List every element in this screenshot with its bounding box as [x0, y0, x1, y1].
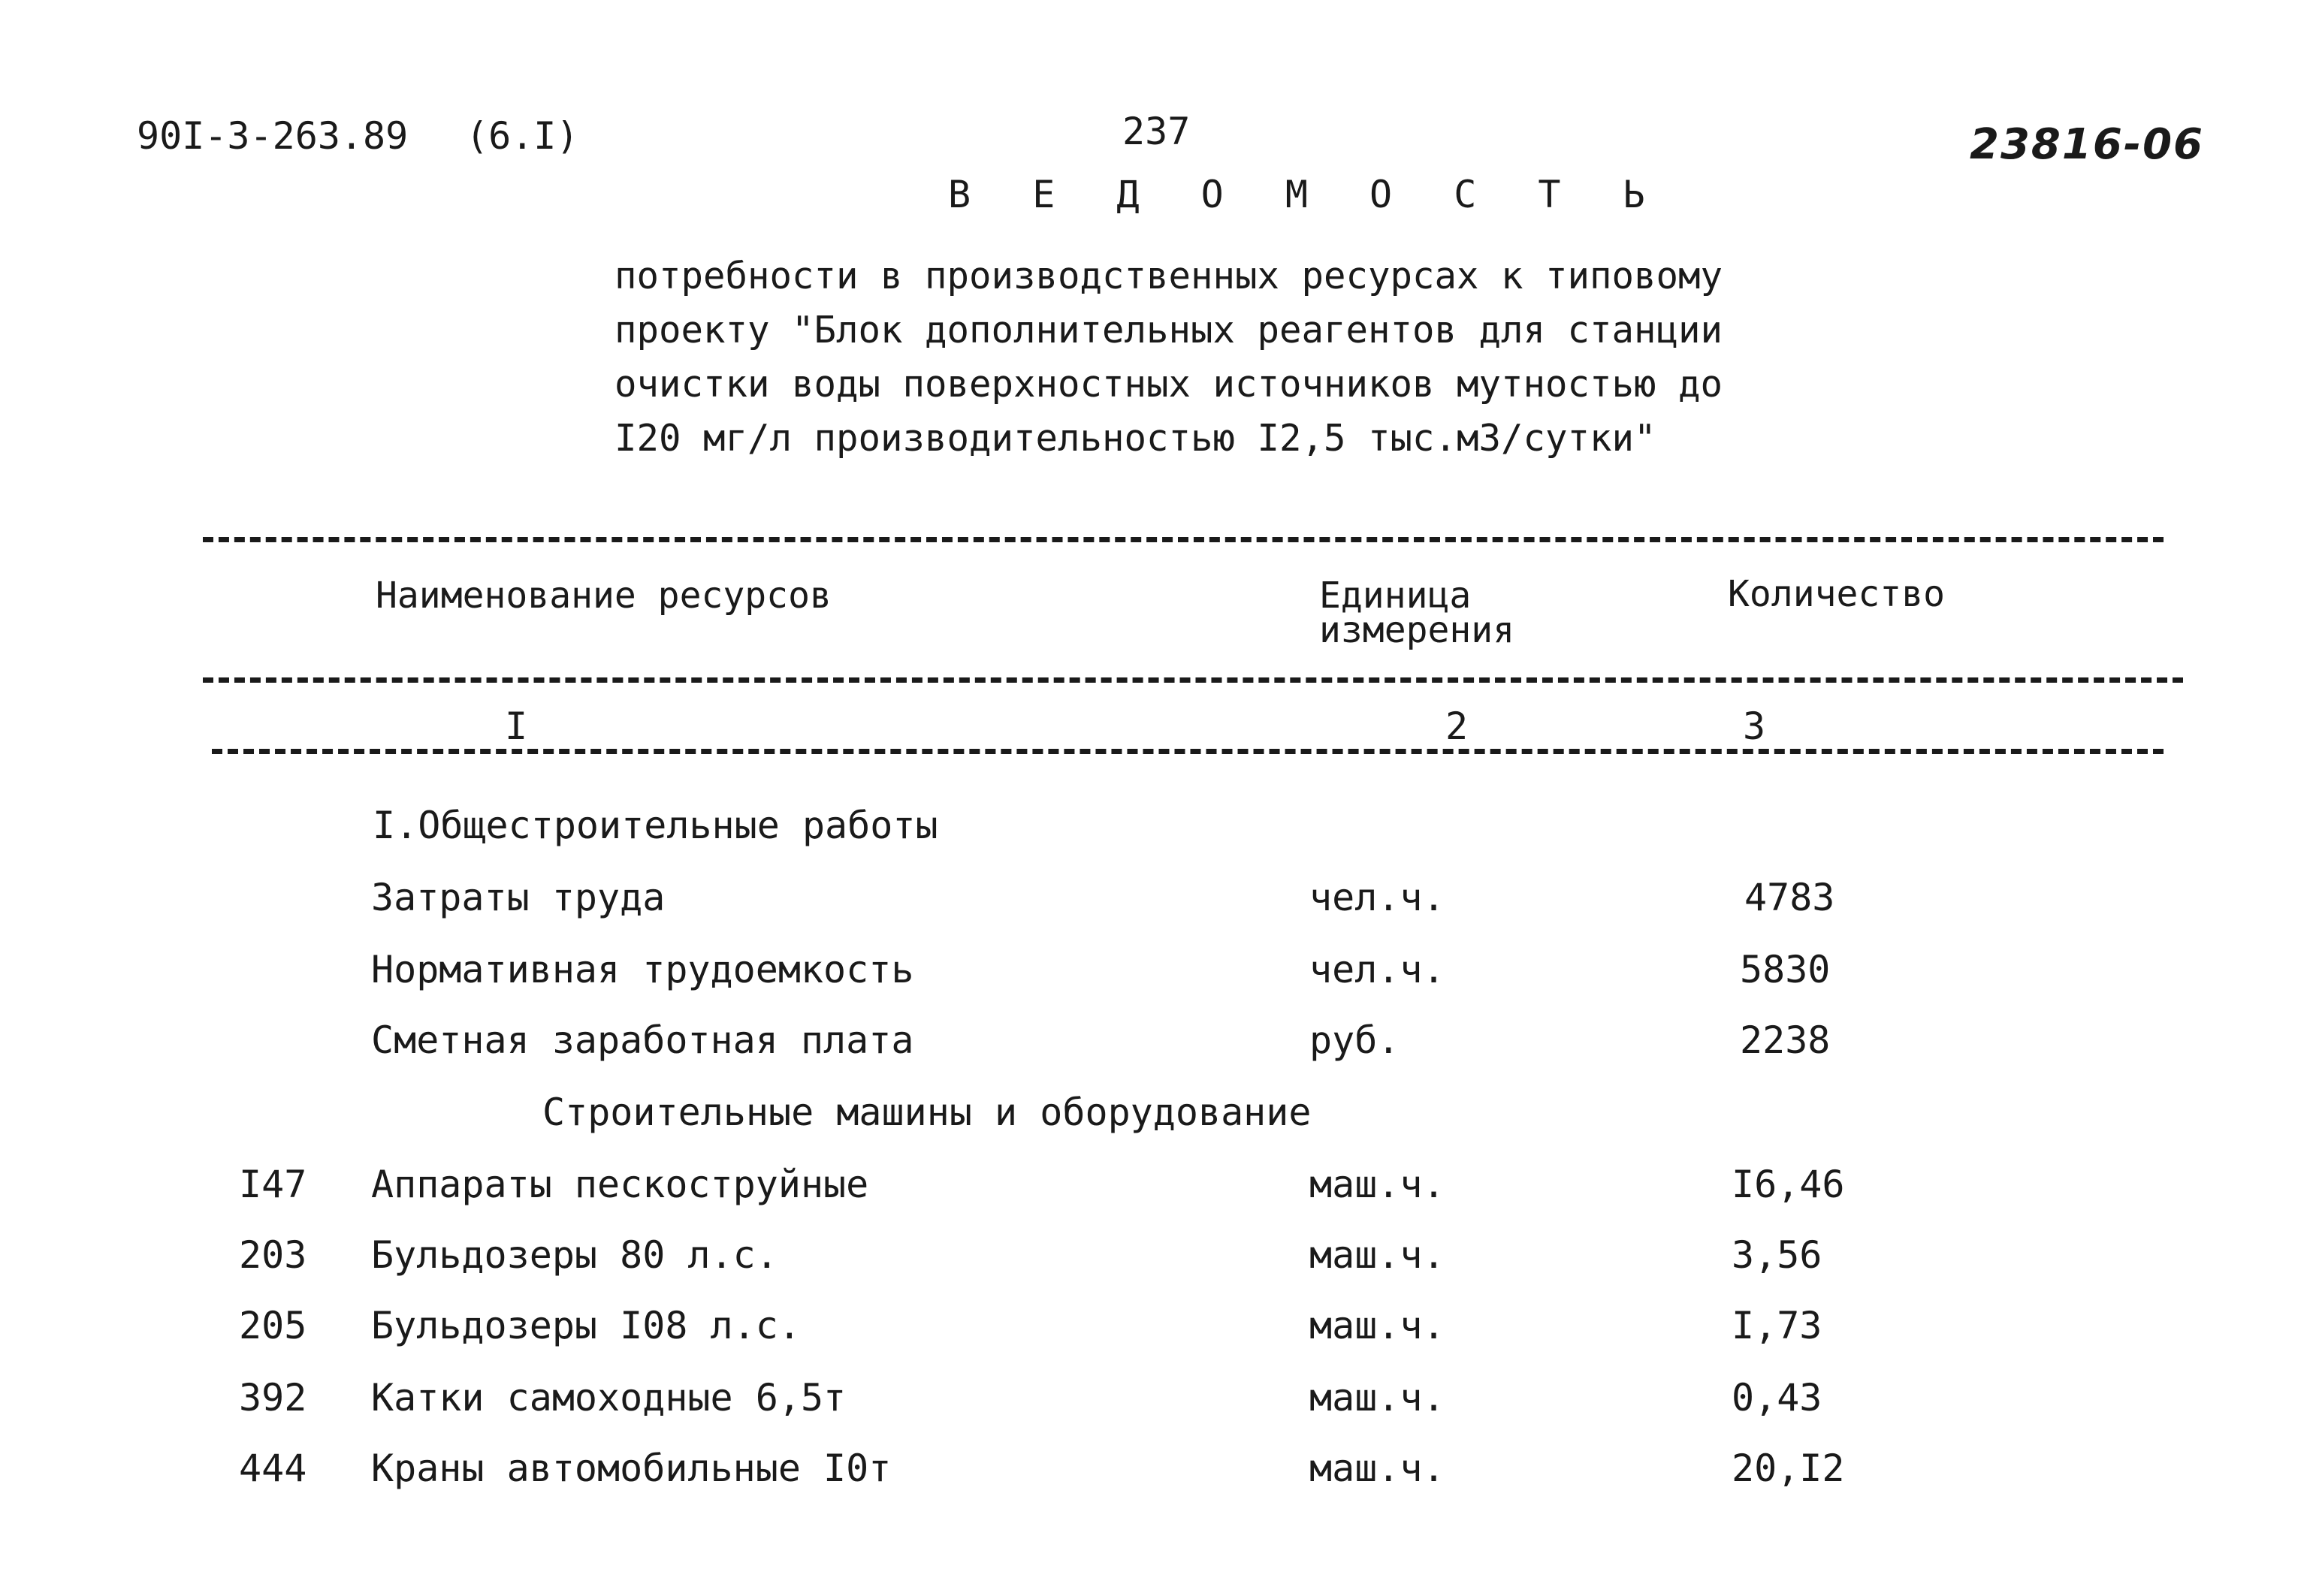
row-code: 205 — [239, 1304, 307, 1347]
table-row — [0, 948, 2307, 1020]
row-unit: чел.ч. — [1309, 948, 1445, 991]
row-name: Сметная заработная плата — [371, 1018, 914, 1062]
column-header-unit-line: Единица — [1319, 575, 1472, 617]
column-header-unit — [1319, 575, 1515, 651]
row-qty: 4783 — [1744, 876, 1835, 919]
column-number-rule — [212, 749, 2164, 754]
column-header-qty: Количество — [1728, 573, 1945, 615]
row-qty: 2238 — [1740, 1018, 1831, 1062]
column-number-1: I — [505, 704, 528, 748]
table-top-rule — [203, 537, 2164, 542]
page-number: 237 — [1122, 110, 1191, 153]
table-row — [0, 1376, 2307, 1448]
table-row — [0, 1447, 2307, 1519]
row-unit: маш.ч. — [1309, 1163, 1445, 1206]
column-number-3: 3 — [1743, 704, 1766, 748]
row-name: Бульдозеры 80 л.с. — [371, 1233, 778, 1277]
section-title: I.Общестроительные работы — [373, 804, 938, 847]
row-code: 392 — [239, 1376, 307, 1420]
header-bottom-rule — [203, 677, 2183, 683]
row-name: Краны автомобильные I0т — [371, 1447, 892, 1490]
row-qty: 5830 — [1740, 948, 1831, 991]
row-name: Бульдозеры I08 л.с. — [371, 1304, 801, 1347]
row-unit: маш.ч. — [1309, 1376, 1445, 1420]
row-unit: руб. — [1309, 1018, 1400, 1062]
column-header-unit-line: измерения — [1319, 609, 1515, 651]
row-code: 444 — [239, 1447, 307, 1490]
row-name: Катки самоходные 6,5т — [371, 1376, 847, 1420]
row-unit: чел.ч. — [1309, 876, 1445, 919]
row-qty: 20,I2 — [1732, 1447, 1845, 1490]
subtitle-line: очистки воды поверхностных источников мутностью до — [614, 363, 1723, 406]
row-qty: 0,43 — [1732, 1376, 1822, 1420]
row-code: 203 — [239, 1233, 307, 1277]
document-subtitle — [614, 249, 1723, 466]
row-name: Затраты труда — [371, 876, 666, 919]
table-row — [0, 1304, 2307, 1376]
column-number-2: 2 — [1445, 704, 1469, 748]
archive-stamp: 23816-06 — [1970, 120, 2204, 169]
document-code: 90I-3-263.89 — [137, 114, 409, 158]
row-unit: маш.ч. — [1309, 1447, 1445, 1490]
row-name: Аппараты пескоструйные — [371, 1163, 869, 1206]
subsection-title: Строительные машины и оборудование — [542, 1091, 1312, 1134]
row-qty: I,73 — [1732, 1304, 1822, 1347]
table-row — [0, 1233, 2307, 1305]
subtitle-line: проекту "Блок дополнительных реагентов для станции — [614, 309, 1723, 351]
document-title: В Е Д О М О С Т Ь — [948, 173, 1665, 216]
row-code: I47 — [239, 1163, 307, 1206]
column-header-name: Наименование ресурсов — [376, 575, 832, 617]
row-unit: маш.ч. — [1309, 1233, 1445, 1277]
row-name: Нормативная трудоемкость — [371, 948, 914, 991]
row-unit: маш.ч. — [1309, 1304, 1445, 1347]
table-row — [0, 1018, 2307, 1091]
subtitle-line: I20 мг/л производительностью I2,5 тыс.м3/сутки" — [614, 417, 1656, 460]
row-qty: I6,46 — [1732, 1163, 1845, 1206]
table-row — [0, 876, 2307, 948]
table-row — [0, 1163, 2307, 1235]
section-code: (6.I) — [466, 114, 579, 158]
subtitle-line: потребности в производственных ресурсах к типовому — [614, 255, 1723, 297]
row-qty: 3,56 — [1732, 1233, 1822, 1277]
